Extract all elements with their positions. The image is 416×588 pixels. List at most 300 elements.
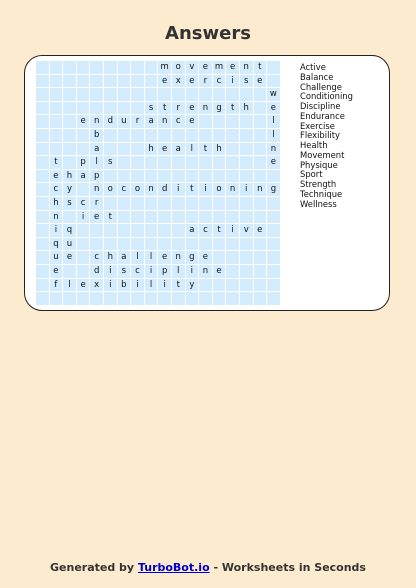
- grid-cell: l: [131, 251, 145, 265]
- grid-cell: [104, 238, 118, 252]
- grid-cell: [77, 61, 91, 75]
- grid-cell: s: [145, 102, 159, 116]
- grid-cell: t: [199, 143, 213, 157]
- word-list-item: Movement: [300, 149, 345, 160]
- grid-cell: [199, 170, 213, 184]
- grid-cell: [145, 156, 159, 170]
- grid-cell: [63, 115, 77, 129]
- grid-cell: [77, 75, 91, 89]
- grid-cell: n: [199, 265, 213, 279]
- grid-cell: [240, 265, 254, 279]
- grid-cell: b: [90, 129, 104, 143]
- grid-cell: [226, 197, 240, 211]
- grid-cell: [50, 75, 64, 89]
- grid-cell: u: [118, 115, 132, 129]
- grid-cell: [186, 238, 200, 252]
- grid-cell: [172, 197, 186, 211]
- grid-cell: h: [63, 170, 77, 184]
- grid-cell: n: [50, 211, 64, 225]
- word-list-item: Flexibility: [300, 130, 340, 141]
- word-list: [300, 63, 353, 209]
- grid-cell: [118, 143, 132, 157]
- grid-cell: [213, 170, 227, 184]
- grid-cell: e: [158, 143, 172, 157]
- grid-cell: [36, 115, 50, 129]
- grid-cell: [267, 251, 281, 265]
- grid-cell: c: [131, 265, 145, 279]
- grid-cell: [267, 170, 281, 184]
- grid-cell: e: [158, 251, 172, 265]
- grid-cell: t: [186, 183, 200, 197]
- word-list-item: Sport: [300, 169, 323, 180]
- grid-cell: [77, 224, 91, 238]
- grid-cell: [77, 238, 91, 252]
- grid-cell: n: [90, 115, 104, 129]
- grid-cell: [226, 88, 240, 102]
- grid-cell: [158, 211, 172, 225]
- grid-cell: [158, 197, 172, 211]
- grid-cell: i: [104, 279, 118, 293]
- grid-cell: n: [172, 251, 186, 265]
- grid-cell: [186, 211, 200, 225]
- grid-cell: r: [90, 197, 104, 211]
- grid-cell: [118, 75, 132, 89]
- grid-cell: [267, 265, 281, 279]
- grid-cell: [36, 129, 50, 143]
- grid-cell: i: [158, 279, 172, 293]
- grid-cell: [131, 238, 145, 252]
- grid-cell: [226, 265, 240, 279]
- grid-cell: [226, 156, 240, 170]
- grid-cell: [254, 211, 268, 225]
- grid-cell: q: [50, 238, 64, 252]
- grid-cell: n: [267, 143, 281, 157]
- grid-cell: [36, 102, 50, 116]
- grid-cell: i: [77, 211, 91, 225]
- grid-cell: [63, 102, 77, 116]
- grid-cell: [63, 129, 77, 143]
- grid-cell: [254, 143, 268, 157]
- word-list-item: Challenge: [300, 81, 342, 92]
- grid-cell: e: [267, 102, 281, 116]
- grid-cell: g: [267, 183, 281, 197]
- grid-cell: [240, 143, 254, 157]
- grid-cell: [240, 156, 254, 170]
- grid-cell: [36, 292, 50, 306]
- grid-cell: o: [172, 61, 186, 75]
- grid-cell: o: [213, 183, 227, 197]
- grid-cell: i: [199, 183, 213, 197]
- grid-cell: v: [240, 224, 254, 238]
- grid-cell: t: [213, 224, 227, 238]
- grid-cell: [77, 143, 91, 157]
- grid-cell: n: [254, 183, 268, 197]
- word-list-item: Conditioning: [300, 91, 353, 102]
- grid-cell: [172, 238, 186, 252]
- grid-cell: [36, 279, 50, 293]
- grid-cell: [77, 292, 91, 306]
- grid-cell: a: [77, 170, 91, 184]
- grid-cell: i: [104, 265, 118, 279]
- grid-cell: [90, 75, 104, 89]
- grid-cell: r: [172, 102, 186, 116]
- grid-cell: [36, 197, 50, 211]
- grid-cell: [36, 75, 50, 89]
- grid-cell: [199, 211, 213, 225]
- grid-cell: [131, 129, 145, 143]
- grid-cell: [63, 156, 77, 170]
- grid-cell: [118, 170, 132, 184]
- grid-cell: n: [226, 183, 240, 197]
- grid-cell: [104, 102, 118, 116]
- grid-cell: p: [77, 156, 91, 170]
- grid-cell: r: [199, 75, 213, 89]
- grid-cell: [158, 170, 172, 184]
- word-list-item: Active: [300, 62, 326, 72]
- grid-cell: [213, 156, 227, 170]
- word-list-item: Strength: [300, 179, 337, 189]
- grid-cell: e: [158, 75, 172, 89]
- grid-cell: [226, 251, 240, 265]
- grid-cell: [240, 170, 254, 184]
- grid-cell: n: [199, 102, 213, 116]
- grid-cell: [254, 251, 268, 265]
- grid-cell: i: [186, 265, 200, 279]
- grid-cell: [226, 279, 240, 293]
- grid-cell: [240, 197, 254, 211]
- grid-cell: [267, 197, 281, 211]
- grid-cell: [77, 129, 91, 143]
- grid-cell: [267, 211, 281, 225]
- grid-cell: [118, 61, 132, 75]
- page-title: Answers: [165, 23, 251, 44]
- grid-cell: e: [186, 115, 200, 129]
- grid-cell: h: [240, 102, 254, 116]
- grid-cell: x: [172, 75, 186, 89]
- grid-cell: e: [267, 156, 281, 170]
- word-list-item: Technique: [300, 188, 343, 199]
- grid-cell: [131, 102, 145, 116]
- grid-cell: h: [104, 251, 118, 265]
- grid-cell: [158, 292, 172, 306]
- grid-cell: [145, 211, 159, 225]
- grid-cell: [240, 211, 254, 225]
- grid-cell: e: [199, 251, 213, 265]
- grid-cell: i: [50, 224, 64, 238]
- grid-cell: [213, 238, 227, 252]
- grid-cell: [254, 265, 268, 279]
- grid-cell: [240, 88, 254, 102]
- grid-cell: f: [50, 279, 64, 293]
- grid-cell: [63, 61, 77, 75]
- grid-cell: [267, 224, 281, 238]
- grid-cell: [186, 156, 200, 170]
- grid-cell: [158, 238, 172, 252]
- grid-cell: n: [90, 183, 104, 197]
- grid-cell: [172, 88, 186, 102]
- grid-cell: e: [50, 265, 64, 279]
- grid-cell: [131, 61, 145, 75]
- grid-cell: u: [63, 238, 77, 252]
- grid-cell: t: [104, 211, 118, 225]
- word-list-item: Wellness: [300, 198, 337, 209]
- grid-cell: [172, 156, 186, 170]
- grid-cell: [145, 197, 159, 211]
- grid-cell: p: [90, 170, 104, 184]
- grid-cell: e: [63, 251, 77, 265]
- grid-cell: e: [90, 211, 104, 225]
- grid-cell: [199, 115, 213, 129]
- grid-cell: [36, 211, 50, 225]
- grid-cell: [254, 88, 268, 102]
- grid-cell: l: [145, 279, 159, 293]
- grid-cell: c: [50, 183, 64, 197]
- grid-cell: s: [104, 156, 118, 170]
- grid-cell: u: [50, 251, 64, 265]
- grid-cell: e: [213, 265, 227, 279]
- grid-cell: e: [186, 102, 200, 116]
- grid-cell: [118, 197, 132, 211]
- grid-cell: [172, 211, 186, 225]
- grid-cell: c: [90, 251, 104, 265]
- grid-cell: [186, 170, 200, 184]
- grid-cell: [118, 238, 132, 252]
- grid-cell: e: [50, 170, 64, 184]
- grid-cell: [226, 115, 240, 129]
- grid-cell: [90, 88, 104, 102]
- grid-cell: p: [158, 265, 172, 279]
- grid-cell: [131, 156, 145, 170]
- grid-cell: [104, 224, 118, 238]
- turbobot-link[interactable]: TurboBot.io: [137, 561, 210, 574]
- grid-cell: r: [131, 115, 145, 129]
- grid-cell: [199, 292, 213, 306]
- grid-cell: [226, 292, 240, 306]
- grid-cell: [158, 224, 172, 238]
- grid-cell: i: [226, 75, 240, 89]
- grid-cell: [199, 197, 213, 211]
- grid-cell: [145, 61, 159, 75]
- grid-cell: [50, 88, 64, 102]
- grid-cell: [213, 292, 227, 306]
- grid-cell: s: [240, 75, 254, 89]
- grid-cell: h: [50, 197, 64, 211]
- grid-cell: [213, 211, 227, 225]
- grid-cell: l: [63, 279, 77, 293]
- grid-cell: [226, 211, 240, 225]
- grid-cell: [50, 143, 64, 157]
- grid-cell: [36, 156, 50, 170]
- grid-cell: c: [172, 115, 186, 129]
- grid-cell: [213, 279, 227, 293]
- grid-cell: v: [186, 61, 200, 75]
- grid-cell: [104, 61, 118, 75]
- grid-cell: [172, 170, 186, 184]
- grid-cell: [104, 88, 118, 102]
- grid-cell: h: [213, 143, 227, 157]
- grid-cell: o: [104, 183, 118, 197]
- grid-cell: [104, 170, 118, 184]
- word-search-grid: [36, 61, 281, 306]
- grid-cell: [254, 170, 268, 184]
- grid-cell: [131, 75, 145, 89]
- grid-cell: a: [172, 143, 186, 157]
- grid-cell: [131, 143, 145, 157]
- grid-cell: [131, 170, 145, 184]
- grid-cell: [36, 143, 50, 157]
- grid-cell: t: [158, 102, 172, 116]
- grid-cell: [131, 88, 145, 102]
- grid-cell: [90, 224, 104, 238]
- grid-cell: [118, 129, 132, 143]
- grid-cell: [158, 129, 172, 143]
- grid-cell: [90, 292, 104, 306]
- grid-cell: [254, 292, 268, 306]
- grid-cell: [199, 156, 213, 170]
- grid-cell: [131, 211, 145, 225]
- grid-cell: [36, 61, 50, 75]
- grid-cell: [77, 265, 91, 279]
- grid-cell: l: [267, 129, 281, 143]
- grid-cell: [199, 88, 213, 102]
- footer-suffix: - Worksheets in Seconds: [209, 561, 366, 574]
- grid-cell: [118, 102, 132, 116]
- grid-cell: l: [90, 156, 104, 170]
- grid-cell: [226, 129, 240, 143]
- grid-cell: e: [199, 61, 213, 75]
- grid-cell: [240, 238, 254, 252]
- grid-cell: [36, 238, 50, 252]
- grid-cell: [213, 197, 227, 211]
- footer-prefix: Generated by: [50, 561, 138, 574]
- grid-cell: e: [77, 279, 91, 293]
- grid-cell: [172, 129, 186, 143]
- grid-cell: [63, 292, 77, 306]
- grid-cell: [186, 292, 200, 306]
- grid-cell: [254, 238, 268, 252]
- grid-cell: c: [77, 197, 91, 211]
- grid-cell: i: [145, 265, 159, 279]
- grid-cell: [118, 156, 132, 170]
- grid-cell: l: [172, 265, 186, 279]
- grid-cell: [36, 265, 50, 279]
- grid-cell: [50, 102, 64, 116]
- grid-cell: w: [267, 88, 281, 102]
- grid-cell: [199, 279, 213, 293]
- grid-cell: [36, 183, 50, 197]
- grid-cell: l: [186, 143, 200, 157]
- grid-cell: [104, 197, 118, 211]
- grid-cell: [104, 129, 118, 143]
- grid-cell: [104, 292, 118, 306]
- grid-cell: [90, 102, 104, 116]
- grid-cell: d: [158, 183, 172, 197]
- grid-cell: [240, 129, 254, 143]
- grid-cell: m: [213, 61, 227, 75]
- grid-cell: [36, 251, 50, 265]
- grid-cell: [118, 224, 132, 238]
- word-list-item: Endurance: [300, 110, 345, 121]
- grid-cell: o: [131, 183, 145, 197]
- grid-cell: [50, 292, 64, 306]
- grid-cell: [118, 88, 132, 102]
- grid-cell: [186, 129, 200, 143]
- grid-cell: g: [213, 102, 227, 116]
- grid-cell: [77, 102, 91, 116]
- grid-cell: i: [226, 224, 240, 238]
- grid-cell: t: [50, 156, 64, 170]
- grid-cell: [104, 143, 118, 157]
- grid-cell: a: [118, 251, 132, 265]
- grid-cell: [267, 75, 281, 89]
- grid-cell: t: [172, 279, 186, 293]
- grid-cell: [145, 75, 159, 89]
- grid-cell: c: [213, 75, 227, 89]
- grid-cell: d: [90, 265, 104, 279]
- word-list-item: Discipline: [300, 101, 341, 111]
- grid-cell: [172, 224, 186, 238]
- grid-cell: [50, 129, 64, 143]
- grid-cell: [213, 251, 227, 265]
- grid-cell: i: [172, 183, 186, 197]
- grid-cell: l: [145, 251, 159, 265]
- grid-cell: [63, 75, 77, 89]
- grid-cell: [254, 156, 268, 170]
- grid-cell: c: [118, 183, 132, 197]
- grid-cell: [145, 88, 159, 102]
- grid-cell: [36, 224, 50, 238]
- grid-cell: [199, 238, 213, 252]
- grid-cell: [213, 129, 227, 143]
- grid-cell: n: [158, 115, 172, 129]
- grid-cell: [213, 88, 227, 102]
- grid-cell: [63, 143, 77, 157]
- grid-cell: h: [145, 143, 159, 157]
- grid-cell: [63, 88, 77, 102]
- grid-cell: y: [63, 183, 77, 197]
- grid-cell: [118, 211, 132, 225]
- grid-cell: b: [118, 279, 132, 293]
- word-list-item: Health: [300, 140, 328, 150]
- grid-cell: [240, 279, 254, 293]
- grid-cell: [145, 224, 159, 238]
- grid-cell: [226, 143, 240, 157]
- grid-cell: [254, 129, 268, 143]
- grid-cell: i: [240, 183, 254, 197]
- grid-cell: [186, 88, 200, 102]
- word-list-item: Physique: [300, 159, 338, 170]
- grid-cell: [213, 115, 227, 129]
- grid-cell: a: [145, 115, 159, 129]
- grid-cell: [145, 292, 159, 306]
- grid-cell: e: [254, 224, 268, 238]
- grid-cell: [254, 102, 268, 116]
- grid-cell: x: [90, 279, 104, 293]
- grid-cell: e: [254, 75, 268, 89]
- grid-cell: [77, 251, 91, 265]
- grid-cell: t: [254, 61, 268, 75]
- grid-cell: [36, 88, 50, 102]
- grid-cell: [158, 88, 172, 102]
- grid-cell: [131, 224, 145, 238]
- grid-cell: [267, 279, 281, 293]
- grid-cell: [50, 115, 64, 129]
- grid-cell: [186, 197, 200, 211]
- grid-cell: [36, 170, 50, 184]
- grid-cell: [254, 115, 268, 129]
- grid-cell: [254, 197, 268, 211]
- grid-cell: l: [267, 115, 281, 129]
